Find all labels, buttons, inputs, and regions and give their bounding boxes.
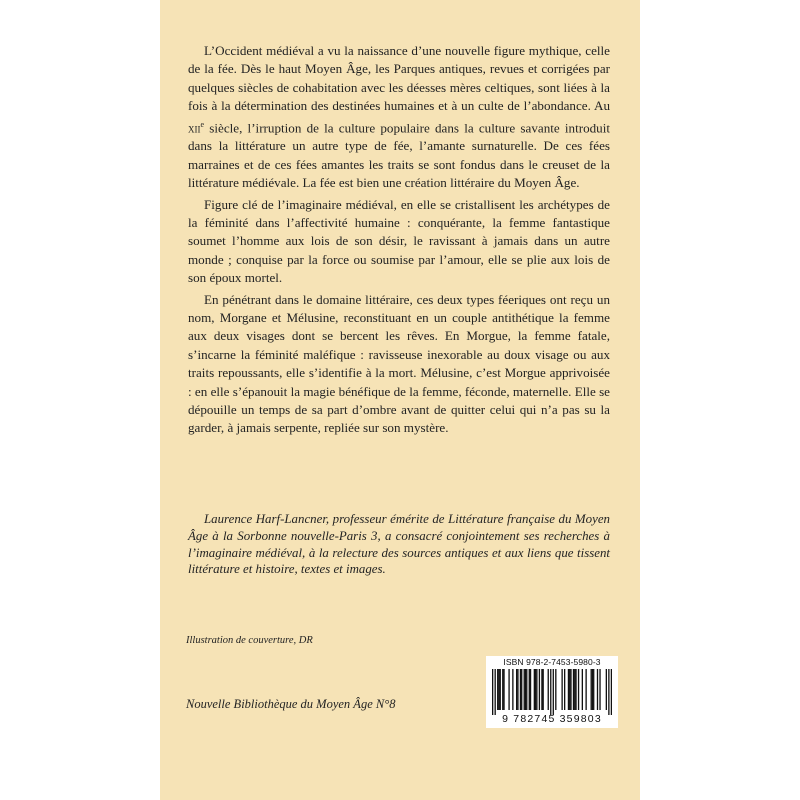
barcode-bar	[530, 669, 531, 710]
barcode-bar	[521, 669, 522, 710]
paragraph-1: L’Occident médiéval a vu la naissance d’une nouvelle figure mythique, celle de la fée. Dès le haut Moyen Âge, les Parques antiques, revues et corrigées par quelques siècles de cohabitation avec les déesses mères celtiques, sont liées à la fois à la détermination des destinées humaines et à un culte de l’abondance. Au xii$^e$ siècle, l’irruption de la culture populaire dans la culture savante introduit dans la littérature un autre type de fée, l’amante surnaturelle. De ces fées marraines et de ces fées amantes les traits se sont fondus dans le creuset de la littérature médiévale. La fée est bien une création littéraire du Moyen Âge.	[188, 43, 610, 191]
back-cover	[160, 0, 640, 800]
barcode-bar	[516, 669, 517, 710]
barcode-bar	[591, 669, 592, 710]
barcode-bar	[539, 669, 540, 710]
barcode-bar	[611, 669, 612, 715]
barcode-bar	[534, 669, 535, 710]
barcode-bar	[555, 669, 556, 710]
paragraph-2: Figure clé de l’imaginaire médiéval, en elle se cristallisent les archétypes de la féminité dans l’affectivité humaine : conquérante, la femme fantastique soumet l’homme aux lois de son désir, le ravissant à jamais dans un autre monde ; conquise par la force ou soumise par l’amour, elle se plie aux lois de son époux mortel.	[188, 196, 610, 286]
barcode-bar	[606, 669, 607, 710]
isbn-label: ISBN 978-2-7453-5980-3	[503, 657, 601, 667]
barcode-bar	[561, 669, 562, 710]
barcode-bar	[568, 669, 569, 710]
barcode-bar	[502, 669, 503, 710]
barcode-bar	[500, 669, 501, 710]
barcode-bar	[570, 669, 571, 710]
barcode-bar	[495, 669, 496, 715]
barcode-bar	[564, 669, 565, 710]
barcode-bar	[548, 669, 549, 710]
barcode-bar	[553, 669, 554, 715]
barcode-bar	[529, 669, 530, 710]
paragraph-3: En pénétrant dans le domaine littéraire, ces deux types féeriques ont reçu un nom, Morgane et Mélusine, reconstituant en un couple antithétique la femme aux deux visages dont se bercent les rêves. En Morgue, la femme fatale, s’incarne la féminité maléfique : ravisseuse inexorable au doux visage ou aux traits repoussants, elle s’identifie à la mort. Mélusine, c’est Morgue apprivoisée : en elle s’épanouit la magie bénéfique de la femme, féconde, maternelle. Elle se dépouille un temps de sa part d’ombre avant de quitter celui qui n’a pas su la garder, à jamais serpente, repliée sur son mystère.	[188, 291, 610, 436]
barcode-bar	[497, 669, 498, 710]
series-label: Nouvelle Bibliothèque du Moyen Âge N°8	[186, 697, 396, 711]
barcode-bar	[517, 669, 518, 710]
barcode-bar	[512, 669, 513, 710]
barcode-bar	[508, 669, 509, 710]
barcode-graphic	[492, 669, 612, 715]
barcode-bar	[535, 669, 536, 710]
century-superscript: e	[200, 119, 205, 129]
barcode-bar	[582, 669, 583, 710]
barcode-block	[486, 656, 618, 728]
barcode-bar	[578, 669, 579, 710]
barcode-bar	[525, 669, 526, 710]
barcode-bar	[550, 669, 551, 715]
barcode-bar	[536, 669, 537, 710]
barcode-bar	[492, 669, 493, 715]
barcode-bar	[573, 669, 574, 710]
barcode-bar	[503, 669, 504, 710]
barcode-bar	[524, 669, 525, 710]
cover-credit: Illustration de couverture, DR	[186, 635, 313, 646]
barcode-bar	[608, 669, 609, 715]
barcode-bar	[569, 669, 570, 710]
barcode-bar	[575, 669, 576, 710]
barcode-bar	[498, 669, 499, 710]
author-bio: Laurence Harf-Lancner, professeur émérite de Littérature française du Moyen Âge à la Sorbonne nouvelle-Paris 3, a consacré conjointement ses recherches à l’imaginaire médiéval, à la relecture des sources antiques et aux liens que tissent littérature et histoire, textes et images.	[188, 512, 610, 577]
barcode-bar	[592, 669, 593, 710]
barcode-bar	[541, 669, 542, 710]
barcode-bar	[599, 669, 600, 710]
barcode-bar	[597, 669, 598, 710]
ean-digits: 9 782745 359803	[502, 713, 602, 725]
barcode-bar	[593, 669, 594, 710]
barcode-bar	[526, 669, 527, 710]
blurb-text	[188, 42, 610, 441]
barcode-bar	[574, 669, 575, 710]
barcode-bar	[543, 669, 544, 710]
barcode-bar	[585, 669, 586, 710]
barcode-bar	[520, 669, 521, 710]
century-numeral: xii	[188, 119, 201, 135]
